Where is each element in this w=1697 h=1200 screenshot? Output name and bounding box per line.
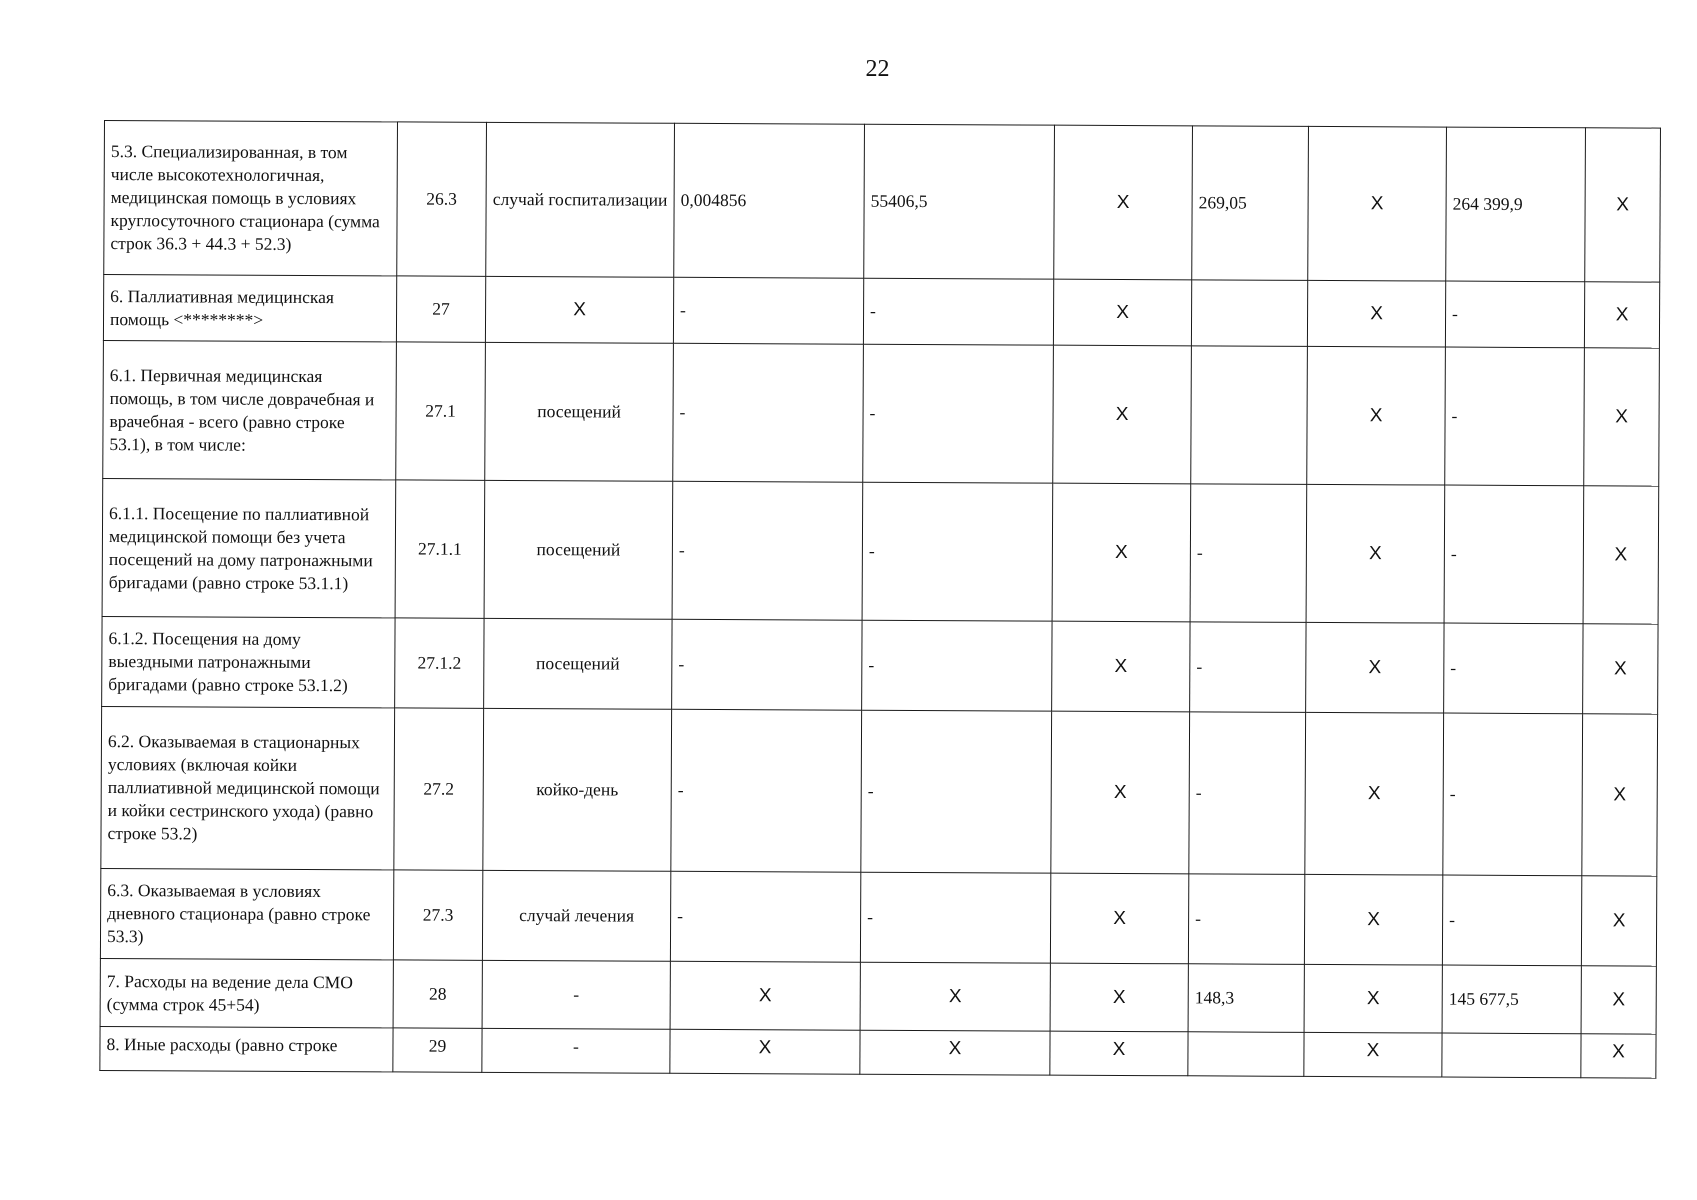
- cell-col4: -: [673, 277, 863, 344]
- cell-col7: 148,3: [1188, 964, 1304, 1033]
- cell-col9: -: [1443, 713, 1583, 876]
- cell-col4: X: [670, 961, 860, 1030]
- cell-col5: -: [860, 872, 1050, 963]
- row-name: 6.1. Первичная медицинская помощь, в том числе доврачебная и врачебная - всего (равно строке 53.1), в том числе:: [103, 340, 397, 479]
- row-unit: посещений: [484, 618, 672, 709]
- cell-col4: -: [672, 481, 863, 620]
- cell-col10: X: [1584, 348, 1660, 486]
- table-row: [102, 616, 1658, 714]
- cell-col9: -: [1444, 623, 1583, 714]
- row-code: 27.2: [394, 708, 484, 870]
- cell-col6: X: [1050, 1031, 1188, 1076]
- row-name: 6. Паллиативная медицинская помощь <********>: [103, 275, 396, 342]
- row-unit: -: [482, 960, 670, 1029]
- cell-col9: -: [1444, 485, 1584, 624]
- row-name: 6.2. Оказываемая в стационарных условиях (включая койки паллиативной медицинской помощи и койки сестринского ухода) (равно строке 53.2): [101, 706, 395, 869]
- cell-col10: X: [1582, 714, 1658, 876]
- row-name: 6.3. Оказываемая в условиях дневного стационара (равно строке 53.3): [100, 868, 393, 959]
- cell-col4: -: [670, 871, 860, 962]
- table-row: [100, 1026, 1656, 1078]
- page-number: 22: [865, 56, 890, 82]
- cell-col8: X: [1305, 712, 1444, 875]
- row-unit: койко-день: [483, 708, 672, 871]
- cell-col9: 264 399,9: [1446, 127, 1586, 282]
- cell-col8: X: [1304, 964, 1442, 1033]
- table-row: [100, 868, 1656, 966]
- cell-col7: -: [1190, 484, 1307, 623]
- cell-col8: X: [1306, 622, 1444, 713]
- row-code: 28: [393, 960, 482, 1028]
- cell-col8: X: [1304, 874, 1442, 965]
- cell-col7: [1191, 346, 1308, 485]
- cell-col6: X: [1054, 125, 1193, 280]
- table-row: [101, 706, 1658, 876]
- cell-col10: X: [1584, 282, 1659, 348]
- cell-col7: -: [1189, 712, 1306, 875]
- row-unit: X: [485, 276, 673, 343]
- row-code: 27.1.1: [395, 480, 485, 618]
- cell-col10: X: [1583, 624, 1658, 714]
- cell-col6: X: [1051, 711, 1190, 874]
- row-unit: случай госпитализации: [486, 122, 675, 277]
- cell-col8: X: [1306, 484, 1445, 623]
- row-code: 27: [396, 276, 485, 342]
- cell-col6: X: [1053, 279, 1191, 346]
- row-unit: посещений: [484, 480, 673, 619]
- cell-col5: X: [860, 1030, 1050, 1075]
- cell-col4: 0,004856: [674, 123, 865, 278]
- cell-col4: -: [672, 619, 862, 710]
- cell-col8: X: [1307, 280, 1445, 347]
- cell-col6: X: [1050, 963, 1188, 1032]
- table-row: [100, 958, 1656, 1034]
- cell-col4: -: [671, 709, 862, 872]
- cell-col6: X: [1050, 873, 1188, 964]
- row-name: 6.1.1. Посещение по паллиативной медицинской помощи без учета посещений на дому патронажными бригадами (равно строке 53.1.1): [102, 478, 396, 617]
- row-unit: случай лечения: [482, 870, 670, 961]
- row-name: 7. Расходы на ведение дела СМО (сумма строк 45+54): [100, 958, 393, 1027]
- cell-col5: X: [860, 962, 1050, 1031]
- cell-col5: -: [863, 278, 1053, 345]
- cell-col10: X: [1583, 486, 1659, 624]
- cell-col4: -: [673, 343, 864, 482]
- row-code: 27.1.2: [395, 618, 484, 708]
- row-code: 27.1: [396, 342, 486, 480]
- cell-col5: -: [862, 482, 1053, 621]
- cell-col8: X: [1308, 126, 1447, 281]
- cell-col8: X: [1304, 1032, 1442, 1077]
- cell-col4: X: [670, 1029, 860, 1074]
- row-unit: посещений: [485, 342, 674, 481]
- table-row: [103, 275, 1659, 349]
- row-name: 8. Иные расходы (равно строке: [100, 1026, 393, 1071]
- table-row: [102, 478, 1659, 624]
- row-unit: -: [482, 1028, 670, 1073]
- row-name: 6.1.2. Посещения на дому выездными патронажными бригадами (равно строке 53.1.2): [102, 616, 395, 707]
- cell-col8: X: [1307, 346, 1446, 485]
- cell-col9: -: [1445, 347, 1585, 486]
- cell-col9: -: [1442, 875, 1581, 966]
- cell-col5: -: [863, 344, 1054, 483]
- cell-col10: X: [1581, 1034, 1656, 1078]
- cell-col9: [1442, 1033, 1581, 1078]
- cell-col6: X: [1052, 483, 1191, 622]
- row-name: 5.3. Специализированная, в том числе высокотехнологичная, медицинская помощь в условиях круглосуточного стационара (сумма строк 36.3 + 44.3 + 52.3): [104, 121, 398, 276]
- cell-col7: [1191, 280, 1307, 347]
- cell-col5: -: [861, 710, 1052, 873]
- table-row: [104, 121, 1661, 283]
- cell-col10: X: [1581, 966, 1656, 1034]
- row-code: 26.3: [397, 122, 487, 276]
- cell-col10: X: [1585, 128, 1661, 282]
- row-code: 29: [393, 1028, 482, 1072]
- cell-col9: 145 677,5: [1442, 965, 1581, 1034]
- cell-col6: X: [1052, 621, 1190, 712]
- cell-col10: X: [1581, 876, 1656, 966]
- cell-col5: -: [862, 620, 1052, 711]
- cell-col7: -: [1190, 622, 1306, 713]
- cell-col7: [1188, 1032, 1304, 1077]
- cell-col5: 55406,5: [864, 124, 1055, 279]
- cell-col6: X: [1053, 345, 1192, 484]
- table-row: [103, 340, 1660, 486]
- cell-col9: -: [1445, 281, 1584, 348]
- cell-col7: -: [1188, 874, 1304, 965]
- cell-col7: 269,05: [1192, 126, 1309, 281]
- data-table: [99, 120, 1661, 1079]
- row-code: 27.3: [393, 870, 482, 960]
